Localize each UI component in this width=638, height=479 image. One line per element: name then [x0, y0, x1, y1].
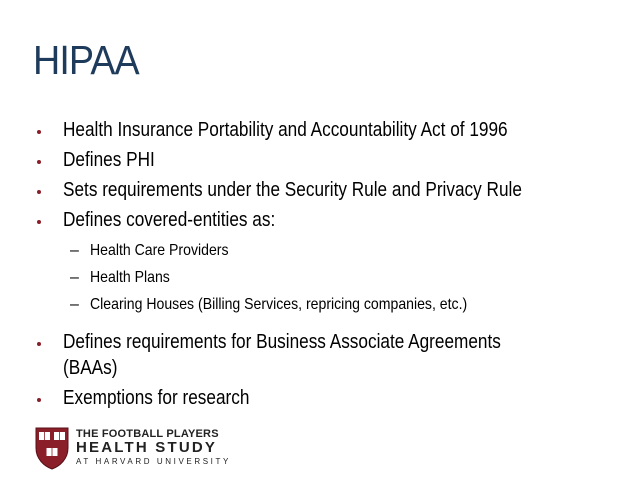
- bullet-item: Sets requirements under the Security Rule and Privacy Rule: [63, 179, 522, 201]
- sub-bullet-marker: –: [70, 242, 79, 259]
- bullet-item: Defines requirements for Business Associate Agreements: [63, 331, 501, 353]
- bullet-marker: [37, 130, 41, 134]
- sub-bullet-marker: –: [70, 269, 79, 286]
- logo-line-3: AT HARVARD UNIVERSITY: [76, 457, 231, 466]
- bullet-marker: [37, 398, 41, 402]
- footer-logo: [34, 426, 231, 470]
- sub-bullet-item: Clearing Houses (Billing Services, repricing companies, etc.): [90, 296, 468, 313]
- sub-bullet-marker: –: [70, 296, 79, 313]
- bullet-item: Health Insurance Portability and Accountability Act of 1996: [63, 119, 508, 141]
- harvard-shield-icon: [34, 426, 70, 470]
- bullet-marker: [37, 342, 41, 346]
- bullet-item: Defines covered-entities as:: [63, 209, 276, 231]
- bullet-marker: [37, 220, 41, 224]
- bullet-item: Exemptions for research: [63, 387, 250, 409]
- bullet-item: Defines PHI: [63, 149, 155, 171]
- sub-bullet-item: Health Plans: [90, 269, 170, 286]
- bullet-item-continuation: (BAAs): [63, 357, 118, 379]
- bullet-marker: [37, 190, 41, 194]
- logo-line-1: THE FOOTBALL PLAYERS: [76, 428, 219, 440]
- logo-line-2: HEALTH STUDY: [76, 439, 218, 456]
- sub-bullet-item: Health Care Providers: [90, 242, 229, 259]
- slide-title: HIPAA: [33, 37, 139, 83]
- bullet-marker: [37, 160, 41, 164]
